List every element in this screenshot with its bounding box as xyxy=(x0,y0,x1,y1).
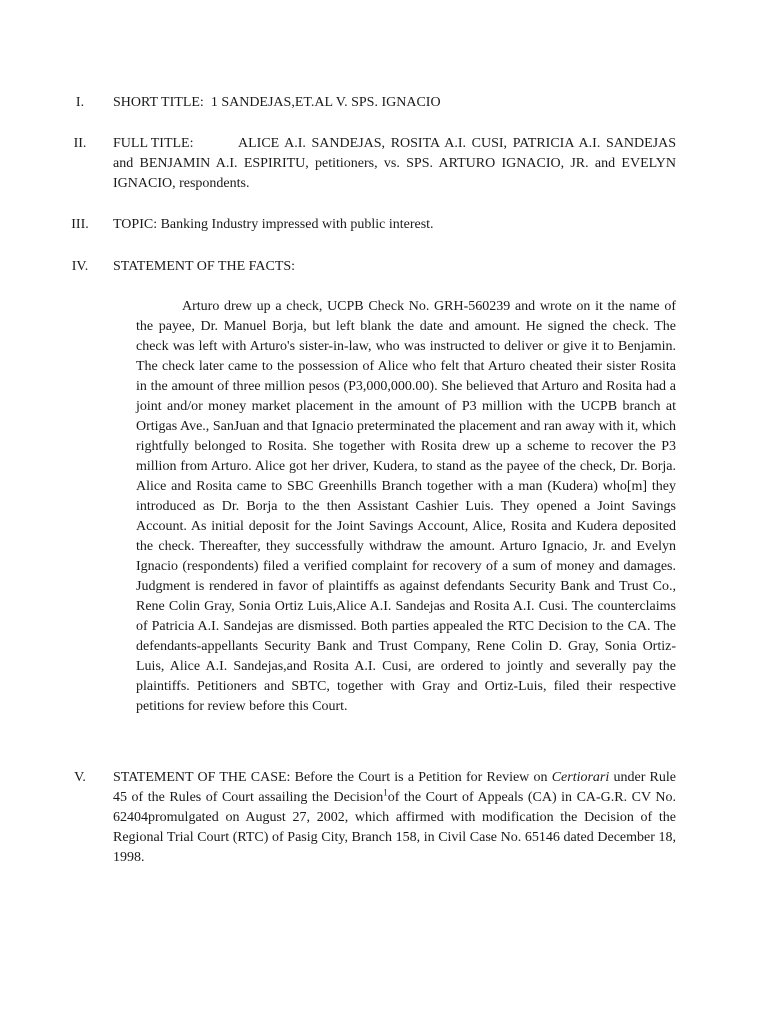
facts-heading: STATEMENT OF THE FACTS: xyxy=(113,259,296,274)
short-title-text xyxy=(113,93,676,113)
footnote-marker[interactable]: 1 xyxy=(383,787,388,798)
full-title-text xyxy=(113,134,676,194)
section-number: III. xyxy=(71,217,89,232)
case-text xyxy=(113,768,676,868)
section-number: IV. xyxy=(71,259,89,274)
case-text-middle: under Rule 45 of the Rules of Court assailing the Decision xyxy=(113,770,676,805)
full-title-label: FULL TITLE: xyxy=(113,136,194,151)
short-title-label: SHORT TITLE: xyxy=(113,95,204,110)
topic-text: TOPIC: Banking Industry impressed with public interest. xyxy=(113,217,434,232)
section-number: V. xyxy=(74,770,86,785)
short-title-value: 1 SANDEJAS,ET.AL V. SPS. IGNACIO xyxy=(210,95,441,110)
section-number: II. xyxy=(73,136,87,151)
facts-paragraph: Arturo drew up a check, UCPB Check No. GRH-560239 and wrote on it the name of the payee, Dr. Manuel Borja, but left blank the date and amount. He signed the check. The check was left with Arturo's sister-in-law, who was instructed to deliver or give it to Benjamin. The check later came to the possession of Alice who felt that Arturo cheated their sister Rosita in the amount of three million pesos (P3,000,000.00). She believed that Arturo and Rosita had a joint and/or money market placement in the amount of P3 million with the UCPB branch at Ortigas Ave., SanJuan and that Ignacio preterminated the placement and ran away with it, which rightfully belonged to Rosita. She together with Rosita drew up a scheme to recover the P3 million from Arturo. Alice got her driver, Kudera, to stand as the payee of the check, Dr. Borja. Alice and Rosita came to SBC Greenhills Branch together with a man (Kudera) who[m] they introduced as Dr. Borja to the then Assistant Cashier Luis. They opened a Joint Savings Account. As initial deposit for the Joint Savings Account, Alice, Rosita and Kudera deposited the check. Thereafter, they successfully withdraw the amount. Arturo Ignacio, Jr. and Evelyn Ignacio (respondents) filed a verified complaint for recovery of a sum of money and damages. Judgment is rendered in favor of plaintiffs as against defendants Security Bank and Trust Co., Rene Colin Gray, Sonia Ortiz Luis,Alice A.I. Sandejas and Rosita A.I. Cusi. The counterclaims of Patricia A.I. Sandejas are dismissed. Both parties appealed the RTC Decision to the CA. The defendants-appellants Security Bank and Trust Company, Rene Colin D. Gray, Sonia Ortiz-Luis, Alice A.I. Sandejas,and Rosita A.I. Cusi, are ordered to jointly and severally pay the plaintiffs. Petitioners and SBTC, together with Gray and Ortiz-Luis, filed their respective petitions for review before this Court. xyxy=(136,299,676,714)
case-text-start: STATEMENT OF THE CASE: Before the Court is a Petition for Review on xyxy=(113,770,552,785)
case-text-end: of the Court of Appeals (CA) in CA-G.R. CV No. 62404promulgated on August 27, 2002, which affirmed with modification the Decision of the Regional Trial Court (RTC) of Pasig City, Branch 158, in Civil Case No. 65146 dated December 18, 1998. xyxy=(113,790,676,865)
section-number: I. xyxy=(75,95,85,110)
full-title-value: ALICE A.I. SANDEJAS, ROSITA A.I. CUSI, PATRICIA A.I. SANDEJAS and BENJAMIN A.I. ESPIRITU, petitioners, vs. SPS. ARTURO IGNACIO, JR. and EVELYN IGNACIO, respondents. xyxy=(113,136,676,191)
case-italic-term: Certiorari xyxy=(551,770,610,785)
